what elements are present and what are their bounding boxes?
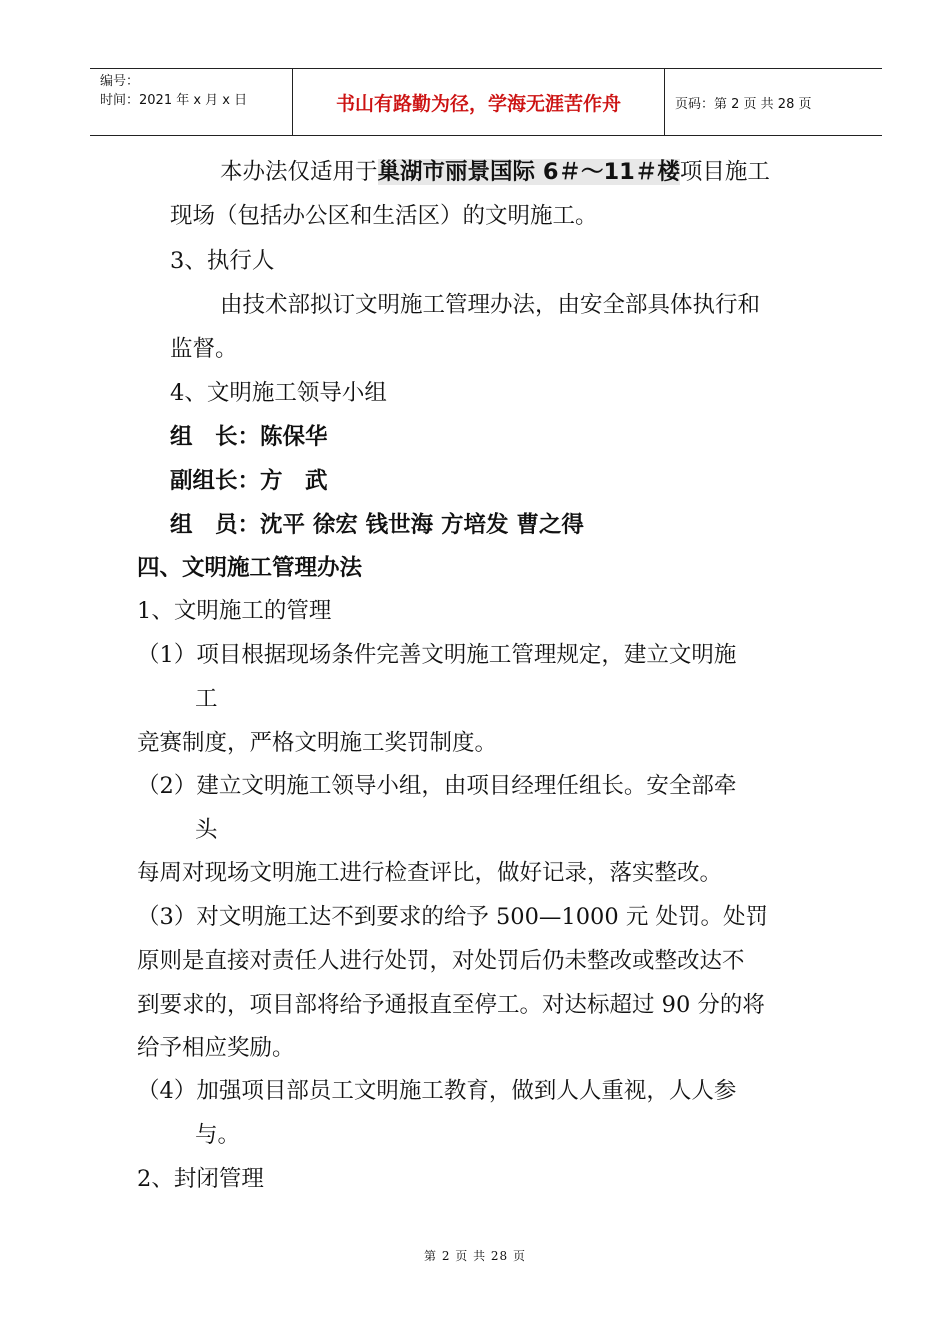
date-label: 时间：2021 年 x 月 x 日 bbox=[100, 93, 248, 108]
page-header bbox=[90, 68, 882, 136]
section-heading: 1、文明施工的管理 bbox=[137, 598, 332, 624]
paragraph-line: （2）建立文明施工领导小组，由项目经理任组长。安全部牵 bbox=[137, 773, 737, 799]
paragraph-line: 由技术部拟订文明施工管理办法，由安全部具体执行和 bbox=[220, 292, 761, 318]
header-page-number: 页码：第 2 页 共 28 页 bbox=[675, 96, 812, 112]
paragraph-line: 竞赛制度，严格文明施工奖罚制度。 bbox=[137, 730, 498, 756]
section-heading: 4、文明施工领导小组 bbox=[170, 380, 387, 406]
header-meta bbox=[90, 69, 293, 135]
paragraph-line: （4）加强项目部员工文明施工教育，做到人人重视，人人参 bbox=[137, 1078, 737, 1104]
project-name-highlight: 巢湖市丽景国际 6＃～11＃楼 bbox=[377, 159, 680, 185]
code-label: 编号： bbox=[100, 74, 140, 89]
paragraph-line: 原则是直接对责任人进行处罚，对处罚后仍未整改或整改达不 bbox=[137, 948, 745, 974]
section-heading: 3、执行人 bbox=[170, 248, 275, 274]
paragraph-line: 头 bbox=[195, 817, 218, 843]
paragraph-line: 到要求的，项目部将给予通报直至停工。对达标超过 90 分的将 bbox=[137, 992, 765, 1018]
paragraph-line: 与。 bbox=[195, 1122, 241, 1148]
team-members: 组 员：沈平 徐宏 钱世海 方培发 曹之得 bbox=[170, 512, 584, 538]
paragraph-line: 每周对现场文明施工进行检查评比，做好记录，落实整改。 bbox=[137, 860, 723, 886]
paragraph-line: 工 bbox=[195, 686, 218, 712]
paragraph-line: （1）项目根据现场条件完善文明施工管理规定，建立文明施 bbox=[137, 642, 737, 668]
paragraph-line: 给予相应奖励。 bbox=[137, 1035, 295, 1061]
team-leader: 组 长：陈保华 bbox=[170, 424, 328, 450]
section-heading: 2、封闭管理 bbox=[137, 1166, 264, 1192]
paragraph-line: 现场（包括办公区和生活区）的文明施工。 bbox=[170, 203, 598, 229]
page-footer: 第 2 页 共 28 页 bbox=[424, 1249, 526, 1263]
team-deputy: 副组长：方 武 bbox=[170, 468, 328, 494]
paragraph-line: 监督。 bbox=[170, 336, 238, 362]
chapter-heading: 四、文明施工管理办法 bbox=[137, 555, 363, 581]
header-motto: 书山有路勤为径，学海无涯苦作舟 bbox=[293, 69, 665, 135]
paragraph-line: （3）对文明施工达不到要求的给予 500—1000 元 处罚。处罚 bbox=[137, 904, 768, 930]
paragraph-line: 本办法仅适用于巢湖市丽景国际 6＃～11＃楼项目施工 bbox=[220, 159, 770, 185]
